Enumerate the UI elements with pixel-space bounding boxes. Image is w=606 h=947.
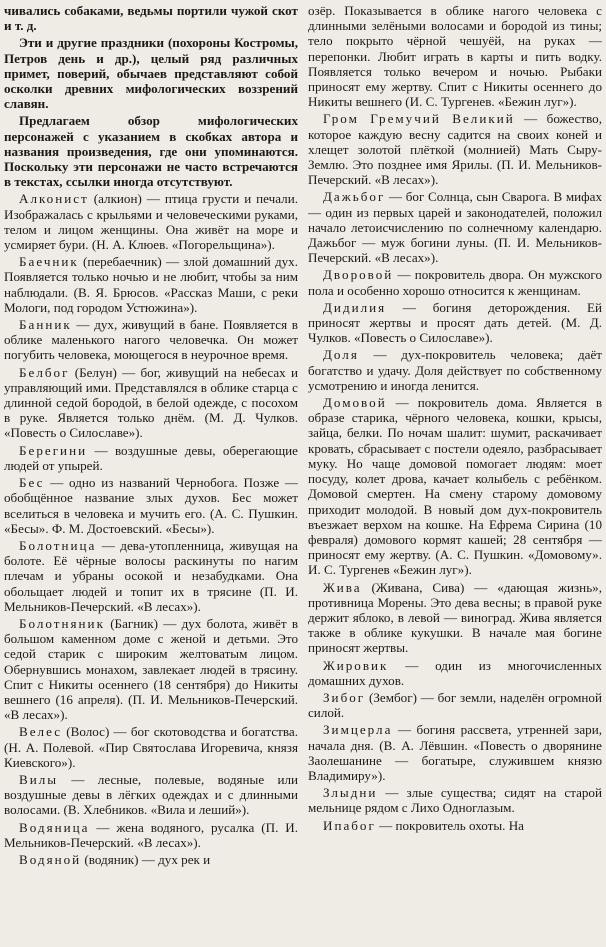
entry-term: Домовой bbox=[323, 395, 387, 411]
entry-term: Баечник bbox=[19, 254, 79, 270]
entry-term: Гром Гремучий Великий bbox=[323, 111, 515, 127]
entry-term: Бес bbox=[19, 475, 45, 491]
entry-term: Алконист bbox=[19, 191, 89, 207]
entry-term: Болотняник bbox=[19, 615, 105, 631]
entry-text: (алкион) — птица грусти и печали. Изображалась с крыльями и человеческими руками, телом и лицом женщины. Она живёт на море и усмиряет бури. (Н. А. Клюев. «Погорельщина»). bbox=[4, 191, 298, 253]
entry-text: — божество, которое каждую весну садится на своих коней и хлещет золотой плёткой (молнией) Мать Сыру-Землю. Это позднее имя Ярилы. (П. И. Мельников-Печерский. «В лесах»). bbox=[308, 111, 602, 188]
entry-text: (Волос) — бог скотоводства и богатства. (Н. А. Полевой. «Пир Святослава Игоревича, князя Киевского»). bbox=[4, 724, 298, 770]
right-column bbox=[308, 3, 602, 947]
entry-text: — жена водяного, русалка (П. И. Мельников-Печерский. «В лесах»). bbox=[4, 819, 298, 850]
paragraph bbox=[308, 690, 602, 720]
entry-term: Дажьбог bbox=[323, 189, 386, 205]
entry-term: Зибог bbox=[323, 689, 366, 705]
entry-term: Болотница bbox=[19, 537, 97, 553]
entry-text: — богиня деторождения. Ей приносят жертвы и просят дать детей. (М. Д. Чулков. «Повесть о Силославе»). bbox=[308, 299, 602, 346]
entry-term: Зимцерла bbox=[323, 722, 393, 738]
entry-text: (Живана, Сива) — «дающая жизнь», противница Морены. Это дева весны; в правой руке держит яблоко, в левой — виноград. Жива является также в облике кукушки. В начале мая богине приносят жертвы. bbox=[308, 579, 602, 656]
entry-text: — богиня рассвета, утренней зари, начала дня. (В. А. Лёвшин. «Повесть о дворянине Заолешанине — богатыре, служившем князю Владимиру»). bbox=[308, 722, 602, 783]
paragraph bbox=[4, 852, 298, 867]
entry-term: Злыдни bbox=[323, 785, 378, 801]
entry-text: — покровитель охоты. На bbox=[375, 817, 524, 833]
entry-term: Дворовой bbox=[323, 267, 394, 283]
entry-term: Водяница bbox=[19, 819, 90, 835]
entry-text: — один из многочисленных домашних духов. bbox=[308, 657, 602, 688]
entry-text: — дух-покровитель человека; даёт богатство и удачу. Доля действует по собственному усмотрению и иногда ленится. bbox=[308, 347, 602, 393]
entry-text: (водяник) — дух рек и bbox=[81, 851, 211, 867]
paragraph bbox=[4, 254, 298, 315]
entry-text: (Белун) — бог, живущий на небесах и управляющий ими. Представлялся в облике старца с длинной седой бородой, в белой одежде, с посохом в руке. Является только днём. (М. Д. Чулков. «Повесть о Силославе»). bbox=[4, 364, 298, 441]
entry-text: — дух, живущий в бане. Появляется в облике маленького нагого человечка. Он может погубить человека, моющегося в неурочное время. bbox=[4, 317, 298, 363]
entry-text: — лесные, полевые, водяные или воздушные девы в лёгких одеждах и с длинными волосами. (В. Хлебников. «Вила и леший»). bbox=[4, 771, 298, 818]
entry-text: Предлагаем обзор мифологических персонажей с указанием в скобках автора и названия произведения, где они упоминаются. Поскольку эти персонажи не часто встречаются в текстах, ссылки иногда отсутствуют. bbox=[4, 113, 298, 190]
entry-term: Вилы bbox=[19, 771, 59, 787]
paragraph bbox=[308, 818, 602, 833]
entry-term: Белбог bbox=[19, 364, 70, 380]
paragraph bbox=[4, 538, 298, 614]
paragraph bbox=[308, 658, 602, 688]
paragraph bbox=[308, 785, 602, 815]
entry-term: Банник bbox=[19, 317, 72, 333]
paragraph bbox=[4, 820, 298, 850]
entry-text: — дева-утопленница, живущая на болоте. Её чёрные волосы раскинуты по нагим плечам и убраны осокой и незабудками. Она обольщает людей и топит их в трясине (П. И. Мельников-Печерский. «В лесах»). bbox=[4, 537, 298, 614]
paragraph bbox=[4, 365, 298, 441]
paragraph bbox=[308, 395, 602, 577]
paragraph bbox=[308, 722, 602, 783]
entry-text: (перебаечник) — злой домашний дух. Появляется только ночью и не любит, чтобы за ним наблюдали. (В. Я. Брюсов. «Рассказ Маши, с реки Мологи, под городом Устюжина»). bbox=[4, 254, 298, 315]
paragraph bbox=[4, 113, 298, 189]
entry-text: — злые существа; сидят на старой мельнице рядом с Лихо Одноглазым. bbox=[308, 785, 602, 816]
paragraph bbox=[4, 191, 298, 252]
entry-text: — одно из названий Чернобога. Позже — обобщённое название злых духов. Бес может вселиться в человека и мучить его. (А. С. Пушкин. «Бесы». Ф. М. Достоевский. «Бесы»). bbox=[4, 475, 298, 536]
paragraph bbox=[308, 300, 602, 346]
paragraph bbox=[308, 580, 602, 656]
entry-text: (Багник) — дух болота, живёт в большом каменном доме с женой и детьми. Это седой старик с широким желтоватым лицом. Обернувшись монахом, завлекает людей в трясину. Спит с Никиты осеннего (18 сентября) до Никиты вешнего (16 апреля). (П. И. Мельников-Печерский. «В лесах»). bbox=[4, 615, 298, 723]
paragraph bbox=[308, 3, 602, 109]
paragraph bbox=[308, 189, 602, 265]
paragraph bbox=[308, 347, 602, 393]
paragraph bbox=[4, 35, 298, 111]
entry-text: чивались собаками, ведьмы портили чужой скот и т. д. bbox=[4, 3, 298, 34]
entry-text: — покровитель двора. Он мужского пола и особенно хорошо относится к женщинам. bbox=[308, 267, 602, 298]
entry-term: Дидилия bbox=[323, 299, 387, 315]
paragraph bbox=[4, 443, 298, 473]
entry-text: озёр. Показывается в облике нагого человека с длинными зелёными волосами и бородой из тины; тело покрыто чёрной чешуёй, на руках — перепонки. Любит играть в карты и пить водку. Появляется только вечером и ночью. Рыбаки приносят ему жертву. Спит с Никиты осеннего до Никиты вешнего (И. С. Тургенев. «Бежин луг»). bbox=[308, 3, 602, 110]
paragraph bbox=[308, 111, 602, 187]
entry-text: — бог Солнца, сын Сварога. В мифах — один из первых царей и законодателей, положил начало летоисчислению по солнечному календарю. Дажьбог — муж богини луны. (П. И. Мельников-Печерский. «В лесах»). bbox=[308, 189, 602, 266]
entry-text: — воздушные девы, оберегающие людей от упырей. bbox=[4, 442, 298, 473]
entry-term: Жировик bbox=[323, 657, 389, 673]
entry-term: Жива bbox=[323, 579, 362, 595]
entry-term: Берегини bbox=[19, 442, 88, 458]
entry-text: Эти и другие праздники (похороны Костромы, Петров день и др.), целый ряд различных примет, поверий, обычаев представляют собой осколки древних мифологических воззрений славян. bbox=[4, 35, 298, 112]
entry-term: Водяной bbox=[19, 851, 82, 867]
paragraph bbox=[4, 772, 298, 818]
entry-term: Доля bbox=[323, 347, 359, 363]
entry-term: Ипабог bbox=[323, 817, 376, 833]
entry-text: (Зембог) — бог земли, наделён огромной силой. bbox=[308, 689, 602, 721]
entry-text: — покровитель дома. Является в образе старика, чёрного человека, кошки, крысы, зайца, белки. По ночам шалит: шумит, раскачивает кровать, сбрасывает с постели одеяло, разбрасывает муку. Но чаще домовой помогает людям: моет посуду, колет дрова, качает колыбель с ребёнком. Домовой смертен. На смену старому домовому приходит молодой. В новый дом дух-покровитель въезжает верхом на кошке. На Ефрема Сирина (10 февраля) домового кормят кашей; 28 сентября — приносят ему жертву. (А. С. Пушкин. «Домовому». И. С. Тургенев «Бежин луг»). bbox=[308, 395, 602, 578]
paragraph bbox=[4, 475, 298, 536]
paragraph bbox=[4, 317, 298, 363]
paragraph bbox=[4, 724, 298, 770]
paragraph bbox=[308, 267, 602, 297]
paragraph bbox=[4, 3, 298, 33]
left-column bbox=[4, 3, 298, 947]
paragraph bbox=[4, 616, 298, 722]
entry-term: Велес bbox=[19, 724, 63, 740]
